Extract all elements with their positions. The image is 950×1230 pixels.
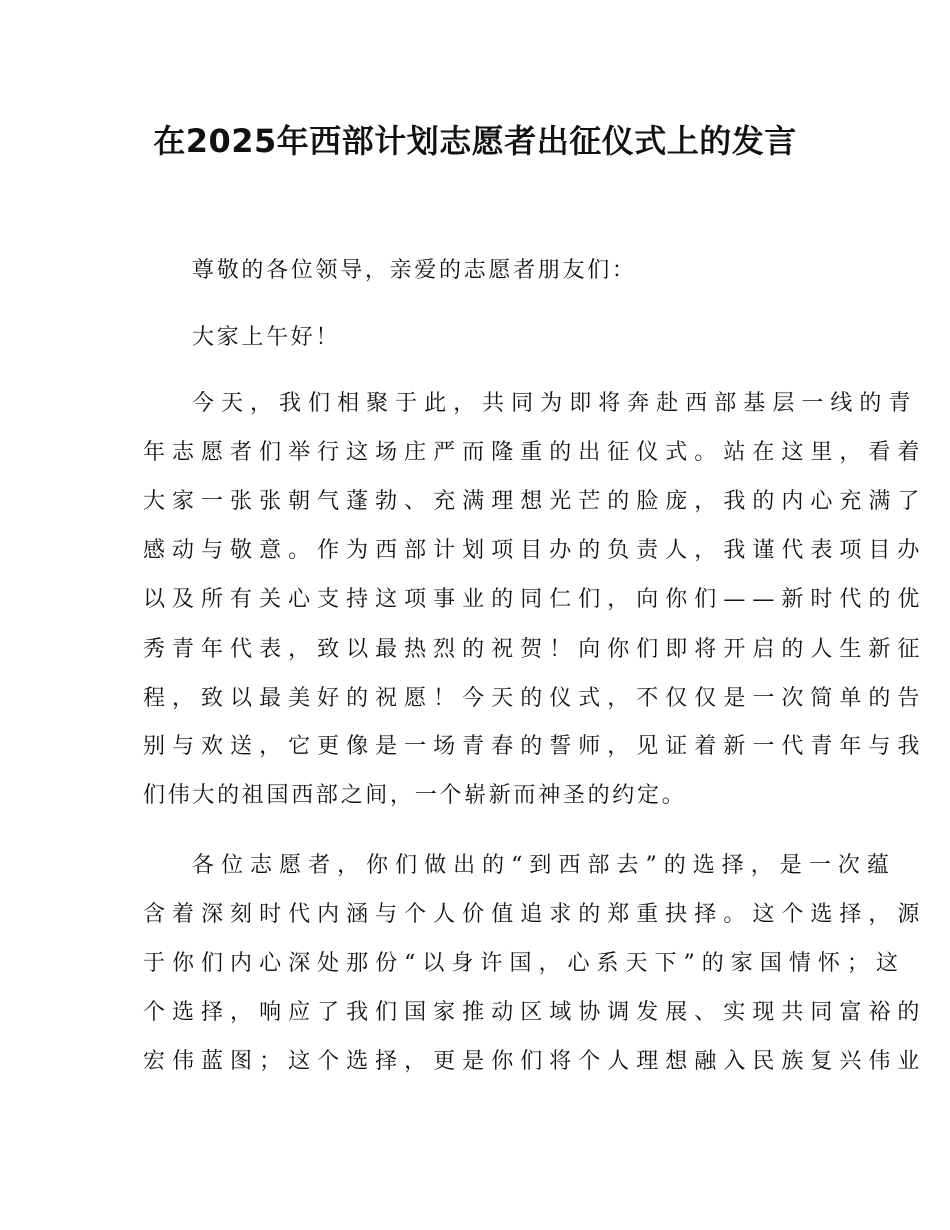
paragraph-line: 秀 青 年 代 表 ， 致 以 最 热 烈 的 祝 贺 ！ 向 你 们 即 将 开 启 的 人 生 新 征: [143, 637, 920, 662]
paragraph-line: 今 天 ， 我 们 相 聚 于 此 ， 共 同 为 即 将 奔 赴 西 部 基 层 一 线 的 青: [192, 391, 911, 416]
paragraph-line: 程 ， 致 以 最 美 好 的 祝 愿 ！ 今 天 的 仪 式 ， 不 仅 仅 是 一 次 简 单 的 告: [143, 686, 920, 711]
salutation: 尊敬的各位领导，亲爱的志愿者朋友们：: [192, 258, 637, 283]
paragraph-line: 大 家 一 张 张 朝 气 蓬 勃 、 充 满 理 想 光 芒 的 脸 庞 ， 我 的 内 心 充 满 了: [143, 489, 920, 514]
paragraph-line: 感 动 与 敬 意 。 作 为 西 部 计 划 项 目 办 的 负 责 人 ， 我 谨 代 表 项 目 办: [143, 538, 920, 563]
greeting: 大家上午好！: [192, 325, 341, 350]
paragraph-line: 宏 伟 蓝 图 ； 这 个 选 择 ， 更 是 你 们 将 个 人 理 想 融 入 民 族 复 兴 伟 业: [143, 1049, 920, 1074]
paragraph-line: 年 志 愿 者 们 举 行 这 场 庄 严 而 隆 重 的 出 征 仪 式 。 站 在 这 里 ， 看 着: [143, 440, 920, 465]
paragraph-line: 于 你 们 内 心 深 处 那 份 “ 以 身 许 国 ， 心 系 天 下 ” 的 家 国 情 怀 ； 这: [143, 951, 898, 976]
paragraph-line: 们伟大的祖国西部之间，一个崭新而神圣的约定。: [143, 783, 687, 808]
paragraph-line: 含 着 深 刻 时 代 内 涵 与 个 人 价 值 追 求 的 郑 重 抉 择 。 这 个 选 择 ， 源: [143, 902, 920, 927]
paragraph-line: 以 及 所 有 关 心 支 持 这 项 事 业 的 同 仁 们 ， 向 你 们 — — 新 时 代 的 优: [143, 587, 920, 612]
paragraph-line: 个 选 择 ， 响 应 了 我 们 国 家 推 动 区 域 协 调 发 展 、 实 现 共 同 富 裕 的: [143, 1000, 920, 1025]
paragraph-line: 别 与 欢 送 ， 它 更 像 是 一 场 青 春 的 誓 师 ， 见 证 着 新 一 代 青 年 与 我: [143, 734, 920, 759]
document-title: 在2025年西部计划志愿者出征仪式上的发言: [153, 122, 797, 160]
paragraph-line: 各 位 志 愿 者 ， 你 们 做 出 的 “ 到 西 部 去 ” 的 选 择 ， 是 一 次 蕴: [192, 853, 889, 878]
